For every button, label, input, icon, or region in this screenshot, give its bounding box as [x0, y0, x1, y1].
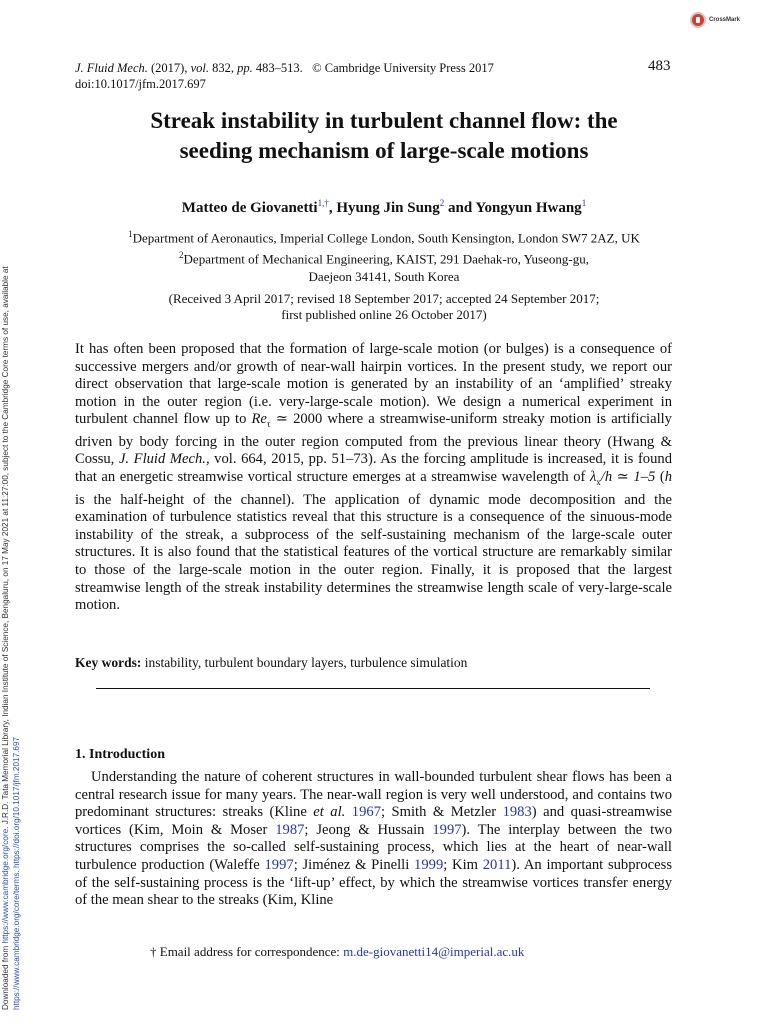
- keywords-text: instability, turbulent boundary layers, turbulence simulation: [141, 655, 468, 670]
- citation-link[interactable]: 1967: [351, 804, 381, 821]
- intro-text: ) and quasi-streamwise vortices (Kim, Moin & Moser: [75, 804, 672, 838]
- abstract-part-4: is the half-height of the channel). The application of dynamic mode decomposition and the examination of turbulence statistics reveal that this structure is a consequence of the sinuous-mode instability of the streak, a subprocess of the self-sustaining mechanism of the large-scale outer structures. It is also found that the statistical features of the vortical structure are remarkably similar to those of the large-scale motion in the outer region. Finally, it is proposed that the largest streamwise length of the streak instability determines the streamwise length scale of very-large-scale motion.: [75, 491, 672, 614]
- intro-text: Understanding the nature of coherent structures in wall-bounded turbulent shear flows has been a central research issue for many years. The near-wall region is very well understood, and contains two predominant structures: streaks (Kline: [75, 769, 672, 821]
- pp-label: pp.: [237, 61, 253, 75]
- introduction-paragraph: [75, 769, 672, 910]
- author-1: Matteo de Giovanetti: [181, 200, 318, 216]
- crossmark-icon: [690, 12, 706, 28]
- affiliation-2-line-2: Daejeon 34141, South Korea: [308, 269, 460, 285]
- author-3: Yongyun Hwang: [475, 200, 582, 216]
- citation-link[interactable]: 1999: [414, 856, 444, 873]
- sidebar-text: . J.R.D. Tata Memorial Library, Indian Institute of Science, Bengaluru, on 17 May 2021 at 11:27:00, subject to the Cambridge Core terms of use, available at: [1, 266, 10, 829]
- affiliation-1: [60, 225, 708, 247]
- affiliation-1-text: Department of Aeronautics, Imperial College London, South Kensington, London SW7 2AZ, UK: [132, 230, 640, 246]
- affiliation-2: [60, 246, 708, 286]
- citation-link[interactable]: 1987: [275, 821, 305, 838]
- download-notice: [0, 266, 22, 1010]
- journal-header: [75, 60, 494, 92]
- citation-link[interactable]: 1997: [432, 821, 462, 838]
- crossmark-badge[interactable]: [690, 10, 750, 30]
- title-line-1: Streak instability in turbulent channel flow: the: [150, 108, 618, 133]
- intro-text: ). An important subprocess of the self-sustaining process is the ‘lift-up’ effect, by which the streamwise vortices transfer energy of the mean shear to the streaks (Kim, Kline: [75, 856, 672, 909]
- intro-text: ). The interplay between the two structures comprises the so-called self-sustaining process, which lies at the heart of near-wall turbulence production (Waleffe: [75, 821, 672, 873]
- author-2-affil[interactable]: 2: [439, 198, 445, 208]
- reynolds-subscript: τ: [266, 419, 271, 430]
- section-heading: [75, 747, 165, 763]
- section-number: 1.: [75, 747, 86, 762]
- keywords: [75, 655, 467, 671]
- lambda-range: /h ≃ 1–5: [600, 469, 656, 486]
- received-line-2: first published online 26 October 2017): [281, 307, 487, 322]
- keywords-label: Key words:: [75, 655, 142, 670]
- affiliation-1-marker: 1: [128, 229, 133, 239]
- author-and: and: [444, 200, 476, 216]
- citation-link[interactable]: 2011: [482, 856, 512, 873]
- section-title: Introduction: [85, 747, 165, 762]
- journal-pages: 483–513.: [255, 61, 303, 75]
- title-line-2: seeding mechanism of large-scale motions: [179, 138, 589, 163]
- authors: [60, 198, 708, 217]
- footnote: [150, 944, 524, 960]
- author-2: Hyung Jin Sung: [336, 200, 440, 216]
- abstract-journal-ref: J. Fluid Mech.: [118, 451, 206, 468]
- intro-text: ; Kim: [443, 856, 483, 873]
- crossmark-label: CrossMark: [709, 17, 741, 23]
- journal-year: (2017),: [151, 61, 188, 75]
- h-symbol: h: [664, 469, 672, 486]
- doi-link[interactable]: https://doi.org/10.1017/jfm.2017.697: [12, 736, 21, 869]
- intro-text: ; Jeong & Hussain: [304, 821, 433, 838]
- abstract-part-2: where a streamwise-uniform streaky motion is artificially driven by body forcing in the outer region computed from the previous linear theory (Hwang & Cossu,: [75, 411, 672, 468]
- abstract: [75, 341, 672, 615]
- citation-link[interactable]: 1983: [502, 804, 532, 821]
- affiliation-2-line-1: Department of Mechanical Engineering, KAIST, 291 Daehak-ro, Yuseong-gu,: [183, 251, 589, 267]
- page-number: 483: [648, 58, 671, 74]
- cambridge-core-link[interactable]: https://www.cambridge.org/core: [1, 828, 10, 944]
- divider: [96, 688, 650, 689]
- reynolds-value: ≃ 2000: [270, 411, 323, 428]
- author-3-affil[interactable]: 1: [581, 198, 587, 208]
- journal-volume: 832,: [212, 61, 234, 75]
- received-dates: [60, 291, 708, 323]
- email-link[interactable]: m.de-giovanetti14@imperial.ac.uk: [343, 944, 525, 959]
- terms-link[interactable]: https://www.cambridge.org/core/terms: [12, 872, 21, 1010]
- abstract-part-3: , vol. 664, 2015, pp. 51–73). As the forcing amplitude is increased, it is found that an energetic streamwise vortical structure emerges at a streamwise wavelength of: [75, 451, 672, 486]
- lambda-subscript: x: [596, 476, 601, 487]
- dagger-mark: †: [150, 944, 157, 959]
- abstract-paren: (: [655, 469, 665, 486]
- intro-text: ; Smith & Metzler: [380, 804, 503, 821]
- author-separator: ,: [328, 200, 337, 216]
- paper-title: [60, 106, 708, 166]
- sidebar-separator: .: [12, 868, 21, 873]
- journal-name: J. Fluid Mech.: [75, 61, 148, 75]
- footnote-label: Email address for correspondence:: [156, 944, 344, 959]
- intro-etal: et al.: [313, 804, 346, 821]
- citation-link[interactable]: 1997: [264, 856, 294, 873]
- reynolds-symbol: Re: [251, 411, 267, 428]
- doi: doi:10.1017/jfm.2017.697: [75, 77, 206, 91]
- received-line-1: (Received 3 April 2017; revised 18 September 2017; accepted 24 September 2017;: [168, 291, 600, 306]
- intro-text: ; Jiménez & Pinelli: [293, 856, 415, 873]
- sidebar-text: Downloaded from: [1, 943, 10, 1010]
- affiliation-2-marker: 2: [179, 250, 184, 260]
- vol-label: vol.: [190, 61, 209, 75]
- copyright: © Cambridge University Press 2017: [312, 61, 494, 75]
- abstract-part-1: It has often been proposed that the formation of large-scale motion (or bulges) is a consequence of successive mergers and/or growth of near-wall hairpin vortices. In the present study, we report our direct observation that large-scale motion is generated by an instability of an ‘amplified’ streaky motion in the outer region (i.e. very-large-scale motion). We design a numerical experiment in turbulent channel flow up to: [75, 341, 672, 428]
- author-1-affil[interactable]: 1,†: [317, 198, 329, 208]
- lambda-symbol: λ: [589, 469, 597, 486]
